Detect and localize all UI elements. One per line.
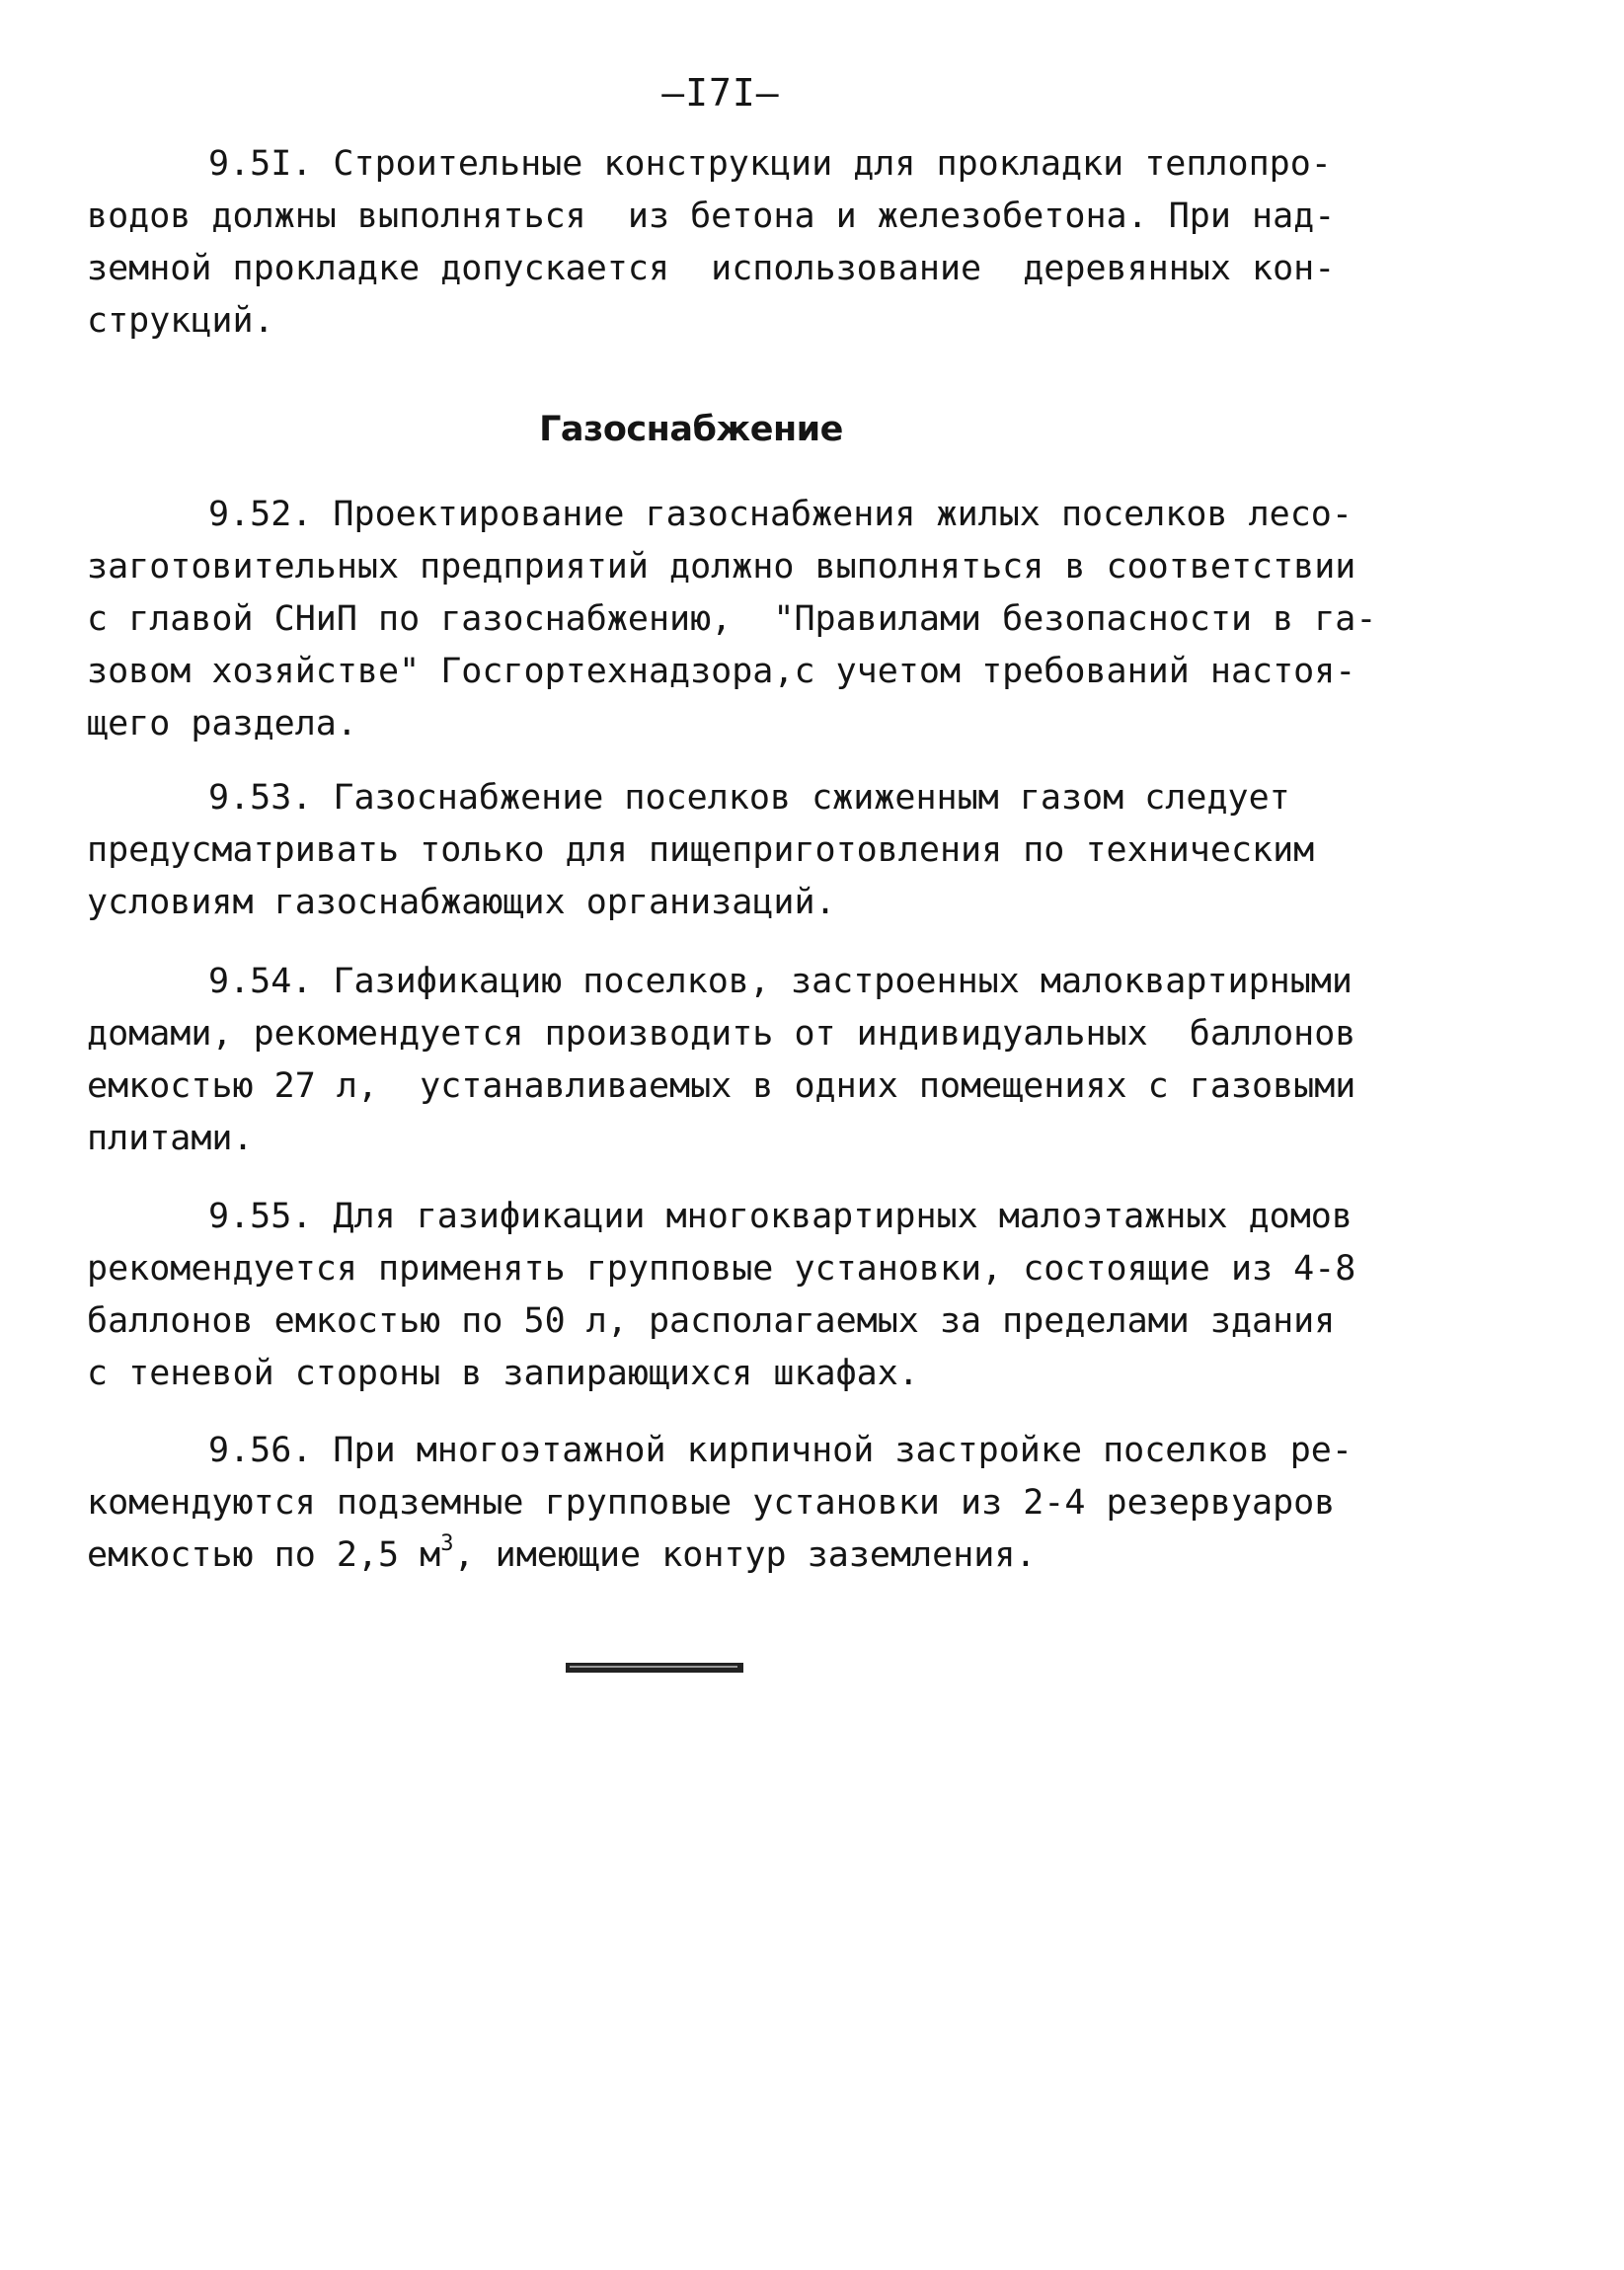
superscript: 3 [440,1531,454,1556]
paragraph-line: плитами. [87,1119,254,1158]
paragraph-9-52 [87,489,1377,750]
paragraph-9-54 [87,956,1370,1165]
paragraph-line: зовом хозяйстве" Госгортехнадзора,с учетом требований настоя- [87,652,1356,691]
paragraph-line: 9.52. Проектирование газоснабжения жилых поселков лесо- [208,495,1353,534]
paragraph-line: 9.54. Газификацию поселков, застроенных малоквартирными [208,962,1353,1001]
end-of-section-rule [566,1663,743,1673]
paragraph-line: 9.55. Для газификации многоквартирных малоэтажных домов [208,1197,1353,1236]
paragraph-line-with-superscript [87,1529,1370,1582]
paragraph-line: емкостью 27 л, устанавливаемых в одних помещениях с газовыми [87,1066,1356,1106]
paragraph-line: рекомендуется применять групповые установки, состоящие из 4-8 [87,1249,1356,1289]
paragraph-line: комендуются подземные групповые установки из 2-4 резервуаров [87,1483,1336,1523]
paragraph-line: предусматривать только для пищеприготовления по техническим [87,830,1315,870]
section-heading: Газоснабжение [539,410,843,449]
paragraph-9-55 [87,1191,1370,1400]
page-number: —I7I— [661,71,780,115]
paragraph-line: условиям газоснабжающих организаций. [87,883,836,922]
paragraph-line: земной прокладке допускается использование деревянных кон- [87,249,1336,288]
paragraph-line-start: емкостью по 2,5 м [87,1535,441,1575]
paragraph-line: струкций. [87,301,274,341]
paragraph-line: заготовительных предприятий должно выполняться в соответствии [87,547,1356,587]
paragraph-line: домами, рекомендуется производить от индивидуальных баллонов [87,1014,1356,1054]
paragraph-line: с главой СНиП по газоснабжению, "Правилами безопасности в га- [87,599,1377,639]
paragraph-line: водов должны выполняться из бетона и железобетона. При над- [87,196,1336,236]
paragraph-line: 9.5I. Строительные конструкции для прокладки теплопро- [208,144,1332,184]
paragraph-line: баллонов емкостью по 50 л, располагаемых за пределами здания [87,1301,1336,1341]
paragraph-9-53 [87,772,1370,929]
paragraph-9-51 [87,138,1370,348]
paragraph-line: щего раздела. [87,704,357,744]
paragraph-9-56 [87,1425,1370,1582]
paragraph-line: 9.53. Газоснабжение поселков сжиженным газом следует [208,778,1290,818]
paragraph-line-end: , имеющие контур заземления. [453,1535,1037,1575]
paragraph-line: с теневой стороны в запирающихся шкафах. [87,1354,919,1393]
paragraph-line: 9.56. При многоэтажной кирпичной застройке поселков ре- [208,1431,1353,1470]
